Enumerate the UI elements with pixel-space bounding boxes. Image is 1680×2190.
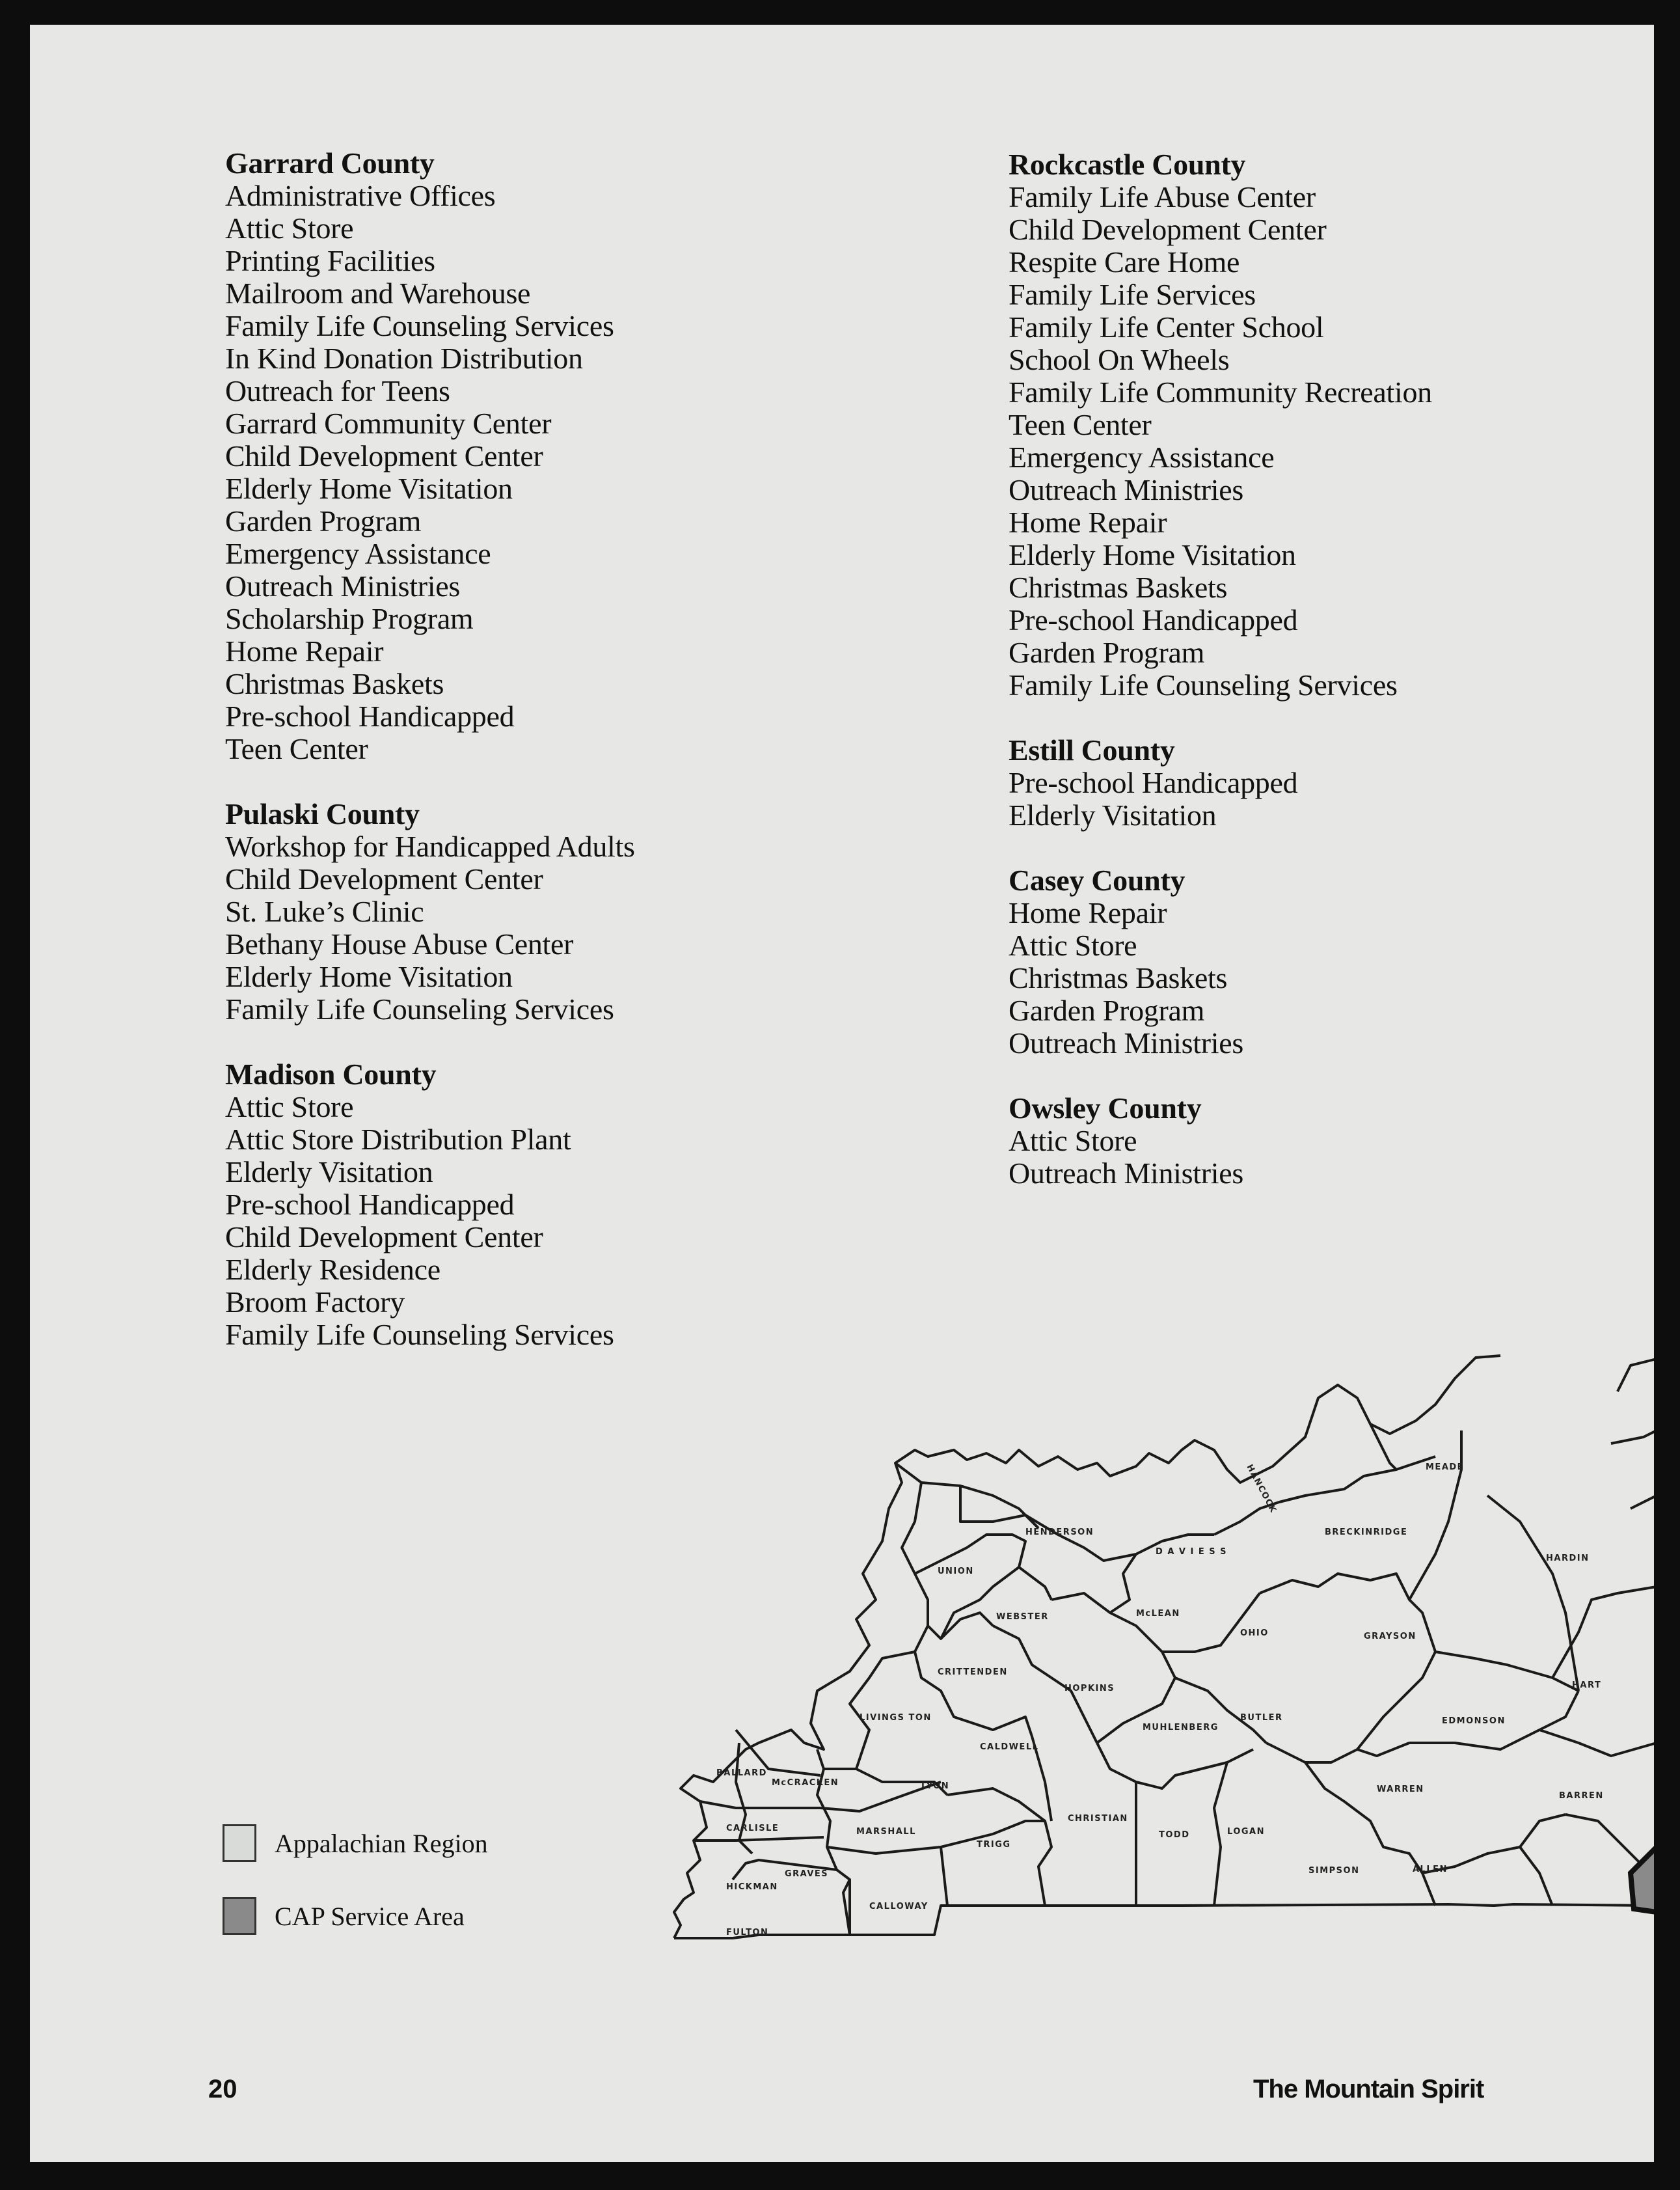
service-item: Elderly Home Visitation [1009, 538, 1296, 571]
county-line [1565, 1814, 1654, 1867]
county-heading: Madison County [225, 1058, 437, 1091]
county-label-hopkins: HOPKINS [1064, 1684, 1115, 1693]
service-item: Attic Store [1009, 929, 1137, 962]
service-item: Garden Program [1009, 636, 1205, 669]
county-line [1305, 1762, 1435, 1906]
service-item: Pre-school Handicapped [225, 1188, 515, 1221]
service-item: Attic Store [225, 1090, 354, 1123]
county-section [225, 798, 941, 1026]
service-item: St. Luke’s Clinic [225, 895, 424, 928]
county-label-caldwell: CALDWELL [980, 1742, 1039, 1752]
county-label-mclean: McLEAN [1136, 1609, 1180, 1619]
county-line [1539, 1730, 1654, 1756]
service-item: Broom Factory [225, 1285, 405, 1319]
county-label-grayson: GRAYSON [1364, 1632, 1416, 1641]
service-item: Pre-school Handicapped [1009, 603, 1298, 636]
service-item: Pre-school Handicapped [1009, 766, 1298, 799]
county-label-hancock: HANCOCK [1244, 1462, 1279, 1515]
county-label-livingston: LIVINGS TON [860, 1713, 932, 1723]
county-line [817, 1749, 850, 1935]
service-item: Elderly Home Visitation [225, 960, 513, 993]
service-item: Emergency Assistance [225, 537, 491, 570]
county-label-daviess: D A V I E S S [1156, 1547, 1228, 1557]
county-label-barren: BARREN [1559, 1791, 1604, 1801]
county-label-calloway: CALLOWAY [869, 1902, 928, 1911]
county-line [1631, 1496, 1654, 1509]
service-item: Scholarship Program [225, 602, 474, 635]
county-line [915, 1535, 1051, 1600]
county-line [1097, 1743, 1253, 1788]
county-heading: Pulaski County [225, 797, 420, 830]
service-item: Elderly Visitation [1009, 799, 1217, 832]
service-item: Bethany House Abuse Center [225, 927, 574, 961]
county-label-muhlenberg: MUHLENBERG [1143, 1723, 1219, 1732]
service-item: Teen Center [225, 732, 368, 765]
county-heading: Garrard County [225, 146, 435, 180]
county-section [1009, 1092, 1654, 1190]
county-label-graves: GRAVES [785, 1869, 829, 1879]
county-heading: Rockcastle County [1009, 148, 1246, 181]
service-item: Home Repair [225, 635, 384, 668]
county-label-edmonson: EDMONSON [1442, 1716, 1506, 1726]
service-item: Outreach Ministries [1009, 1157, 1243, 1190]
service-item: In Kind Donation Distribution [225, 342, 583, 375]
page [30, 25, 1654, 2162]
county-label-carlisle: CARLISLE [726, 1824, 779, 1833]
service-item: Family Life Community Recreation [1009, 376, 1432, 409]
county-line [960, 1486, 1038, 1528]
state-border-south [674, 1904, 1654, 1938]
legend-label: Appalachian Region [275, 1828, 488, 1858]
service-item: Attic Store [225, 212, 354, 245]
county-label-meade: MEADE [1426, 1462, 1465, 1472]
service-item: Christmas Baskets [1009, 571, 1228, 604]
county-label-fulton: FULTON [726, 1928, 769, 1937]
county-label-marshall: MARSHALL [856, 1827, 916, 1837]
county-label-hickman: HICKMAN [726, 1882, 778, 1892]
county-line [1175, 1678, 1266, 1743]
county-label-todd: TODD [1159, 1830, 1190, 1840]
service-item: Mailroom and Warehouse [225, 277, 531, 310]
service-item: Garrard Community Center [225, 407, 552, 440]
county-line [902, 1483, 928, 1626]
service-item: Attic Store Distribution Plant [225, 1123, 571, 1156]
service-item: Christmas Baskets [1009, 961, 1228, 994]
service-item: Administrative Offices [225, 179, 496, 212]
left-column [225, 147, 941, 1384]
county-label-allen: ALLEN [1413, 1865, 1448, 1874]
legend-item-appalachian [223, 1824, 488, 1863]
service-item: Outreach for Teens [225, 374, 450, 407]
service-item: Attic Store [1009, 1124, 1137, 1157]
service-item: Child Development Center [225, 862, 543, 896]
county-label-simpson: SIMPSON [1308, 1866, 1360, 1876]
service-item: Elderly Home Visitation [225, 472, 513, 505]
service-item: Teen Center [1009, 408, 1152, 441]
service-item: Child Development Center [1009, 213, 1327, 246]
county-label-hardin: HARDIN [1546, 1554, 1590, 1563]
county-label-crittenden: CRITTENDEN [938, 1667, 1008, 1677]
county-section [225, 1058, 941, 1351]
service-item: Workshop for Handicapped Adults [225, 830, 635, 863]
service-item: Printing Facilities [225, 244, 435, 277]
county-label-henderson: HENDERSON [1025, 1527, 1094, 1537]
service-item: Outreach Ministries [225, 569, 460, 603]
county-label-logan: LOGAN [1227, 1827, 1265, 1837]
service-item: Garden Program [225, 504, 422, 538]
county-heading: Casey County [1009, 864, 1185, 897]
county-line [736, 1743, 752, 1854]
county-label-union: UNION [938, 1567, 974, 1576]
legend-label: CAP Service Area [275, 1901, 465, 1931]
county-line [1214, 1762, 1227, 1906]
county-label-christian: CHRISTIAN [1068, 1814, 1128, 1824]
service-item: Pre-school Handicapped [225, 700, 515, 733]
county-line [1618, 1359, 1654, 1391]
state-border [674, 1356, 1500, 1938]
service-item: Family Life Counseling Services [225, 309, 614, 342]
service-item: Family Life Counseling Services [225, 1318, 614, 1351]
service-item: Family Life Counseling Services [225, 992, 614, 1026]
county-section [225, 147, 941, 765]
county-label-ohio: OHIO [1240, 1628, 1269, 1638]
county-label-ballard: BALLARD [716, 1768, 767, 1778]
county-line [1266, 1743, 1409, 1762]
service-item: Garden Program [1009, 994, 1205, 1027]
service-item: Family Life Abuse Center [1009, 180, 1316, 213]
service-item: Family Life Services [1009, 278, 1256, 311]
county-line [1162, 1593, 1260, 1652]
county-label-webster: WEBSTER [996, 1612, 1049, 1622]
publication-title: The Mountain Spirit [1253, 2075, 1484, 2103]
county-label-butler: BUTLER [1240, 1713, 1283, 1723]
county-section [1009, 148, 1654, 702]
kentucky-county-map [655, 1326, 1654, 1977]
service-item: Family Life Center School [1009, 310, 1324, 344]
county-line [700, 1801, 820, 1808]
county-label-trigg: TRIGG [977, 1840, 1011, 1850]
map-legend [223, 1824, 488, 1969]
county-section [1009, 734, 1654, 832]
county-line [1520, 1847, 1552, 1906]
page-number: 20 [208, 2075, 237, 2103]
county-heading: Owsley County [1009, 1091, 1202, 1125]
county-label-lyon: LYON [921, 1781, 950, 1791]
county-line [1611, 1430, 1654, 1444]
service-item: Home Repair [1009, 896, 1167, 929]
service-item: School On Wheels [1009, 343, 1230, 376]
service-item: Child Development Center [225, 1220, 543, 1253]
right-column [1009, 148, 1654, 1222]
county-label-breckinridge: BRECKINRIDGE [1325, 1527, 1408, 1537]
service-item: Child Development Center [225, 439, 543, 472]
county-line [850, 1613, 993, 1769]
county-line [1409, 1430, 1461, 1600]
service-item: Outreach Ministries [1009, 1026, 1243, 1060]
service-item: Elderly Residence [225, 1253, 440, 1286]
county-label-mccracken: McCRACKEN [772, 1778, 839, 1788]
county-line [895, 1463, 1038, 1528]
county-line [1487, 1496, 1578, 1691]
county-line [915, 1652, 1051, 1821]
service-item: Christmas Baskets [225, 667, 444, 700]
service-item: Elderly Visitation [225, 1155, 433, 1188]
cap-swatch [223, 1897, 256, 1935]
county-heading: Estill County [1009, 733, 1175, 767]
service-item: Respite Care Home [1009, 245, 1240, 279]
county-line [1110, 1554, 1136, 1613]
service-item: Outreach Ministries [1009, 473, 1243, 506]
service-item: Family Life Counseling Services [1009, 668, 1398, 702]
service-item: Emergency Assistance [1009, 441, 1275, 474]
county-line [694, 1837, 824, 1841]
legend-item-cap [223, 1896, 488, 1936]
appalachian-swatch [223, 1824, 256, 1862]
county-label-warren: WARREN [1377, 1785, 1424, 1794]
county-line [1357, 1652, 1435, 1749]
county-label-hart: HART [1572, 1680, 1602, 1690]
county-section [1009, 864, 1654, 1060]
service-item: Home Repair [1009, 506, 1167, 539]
